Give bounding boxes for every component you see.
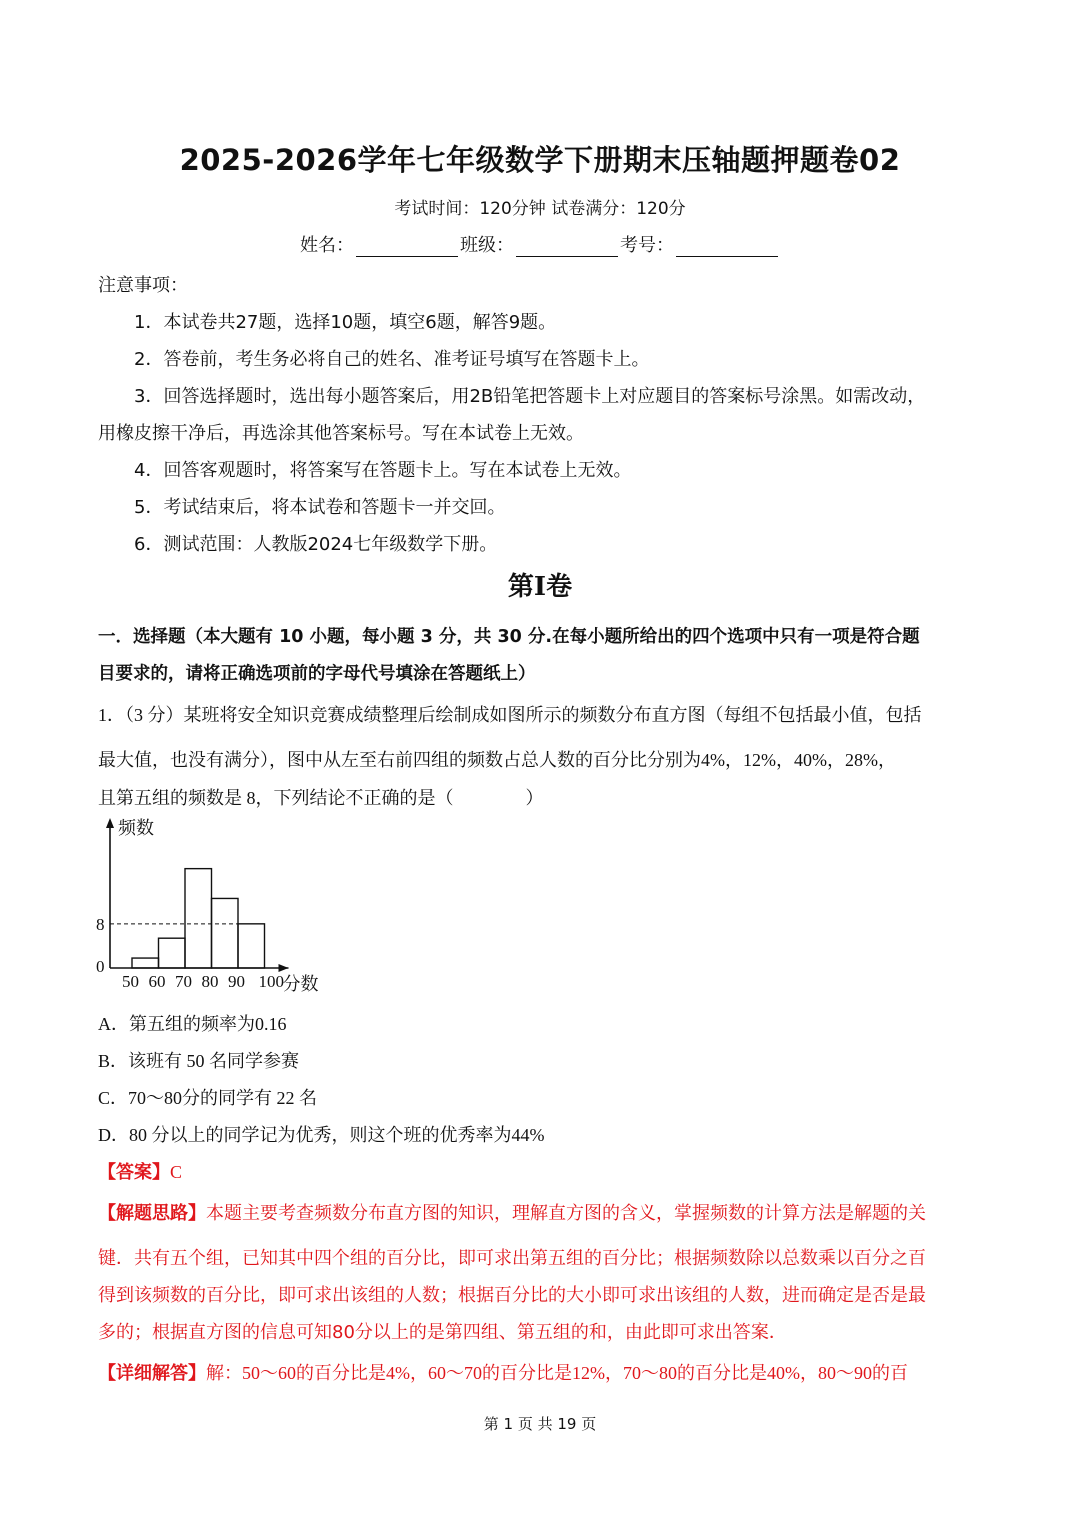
notice-item-1: 1．本试卷共27题，选择10题，填空6题，解答9题。 (134, 312, 557, 333)
exam-no-label: 考号： (620, 235, 674, 256)
y-axis-label: 频数 (118, 818, 154, 839)
histogram-bar (238, 924, 265, 968)
exam-subtitle: 考试时间：120分钟 试卷满分：120分 (394, 199, 686, 219)
histogram-chart (90, 812, 350, 1006)
histogram-bar (212, 898, 239, 968)
page-title: 2025-2026学年七年级数学下册期末压轴题押题卷02 (179, 143, 901, 177)
y-tick-label: 8 (96, 914, 105, 934)
notice-item-4: 4．回答客观题时，将答案写在答题卡上。写在本试卷上无效。 (134, 460, 632, 481)
answer-value: C (170, 1162, 183, 1182)
question-1-stem-cont: 最大值，也没有满分），图中从左至右前四组的频数占总人数的百分比分别为4%，12%，40%，28%， (98, 750, 896, 770)
option-d[interactable]: D．80 分以上的同学记为优秀，则这个班的优秀率为44% (98, 1125, 545, 1145)
x-tick-label: 70 (175, 972, 192, 991)
idea-line-3: 得到该频数的百分比，即可求出该组的人数；根据百分比的大小即可求出该组的人数，进而确定是否是最 (98, 1285, 926, 1306)
idea-line-1 (98, 1199, 926, 1225)
idea-text-1: 本题主要考查频数分布直方图的知识，理解直方图的含义，掌握频数的计算方法是解题的关 (206, 1203, 926, 1224)
page-footer: 第 1 页 共 19 页 (483, 1415, 597, 1433)
notice-item-6: 6．测试范围：人教版2024七年级数学下册。 (134, 534, 498, 555)
x-tick-label: 50 (122, 972, 139, 991)
question-1-stem-end: 且第五组的频数是 8，下列结论不正确的是（ ） (98, 788, 544, 808)
detail-line (98, 1359, 908, 1385)
name-blank[interactable] (356, 238, 458, 257)
notice-item-3: 3．回答选择题时，选出每小题答案后，用2B铅笔把答题卡上对应题目的答案标号涂黑。如需改动， (134, 386, 926, 407)
x-tick-label: 100 (258, 972, 284, 991)
name-label: 姓名： (300, 235, 354, 256)
x-tick-label: 90 (228, 972, 245, 991)
class-label: 班级： (460, 235, 514, 256)
detail-label: 【详细解答】 (98, 1363, 206, 1384)
answer-line (98, 1158, 182, 1184)
question-1-stem: 1．（3 分）某班将安全知识竞赛成绩整理后绘制成如图所示的频数分布直方图（每组不包括最小值，包括 (98, 705, 922, 725)
x-tick-label: 80 (201, 972, 219, 991)
notice-item-2: 2．答卷前，考生务必将自己的姓名、准考证号填写在答题卡上。 (134, 349, 650, 370)
notice-heading: 注意事项： (98, 275, 188, 296)
idea-line-2: 键．共有五个组，已知其中四个组的百分比，即可求出第五组的百分比；根据频数除以总数乘以百分之百 (98, 1248, 926, 1269)
option-b[interactable]: B．该班有 50 名同学参赛 (98, 1051, 300, 1071)
exam-no-blank[interactable] (676, 238, 778, 257)
histogram-bar (185, 869, 212, 968)
answer-label: 【答案】 (98, 1162, 170, 1183)
part1-instructions: 一．选择题（本大题有 10 小题，每小题 3 分，共 30 分.在每小题所给出的四个选项中只有一项是符合题 (98, 627, 920, 647)
histogram-bar (132, 958, 159, 968)
student-info-line (0, 231, 1080, 257)
idea-label: 【解题思路】 (98, 1203, 206, 1224)
histogram-bar (159, 938, 186, 968)
histogram-svg (90, 812, 350, 1002)
section-title: 第I卷 (507, 572, 573, 602)
class-blank[interactable] (516, 238, 618, 257)
option-a[interactable]: A．第五组的频率为0.16 (98, 1014, 287, 1034)
idea-line-4: 多的；根据直方图的信息可知80分以上的是第四组、第五组的和，由此即可求出答案． (98, 1322, 787, 1343)
y-axis-arrow (106, 818, 114, 828)
option-c[interactable]: C．70～80分的同学有 22 名 (98, 1088, 318, 1108)
x-axis-arrow (279, 964, 289, 972)
x-tick-label: 60 (148, 972, 166, 991)
notice-item-3-cont: 用橡皮擦干净后，再选涂其他答案标号。写在本试卷上无效。 (98, 423, 584, 444)
y-tick-label: 0 (96, 957, 105, 976)
notice-item-5: 5．考试结束后，将本试卷和答题卡一并交回。 (134, 497, 506, 518)
detail-text: 解：50～60的百分比是4%，60～70的百分比是12%，70～80的百分比是40%，80～90的百 (206, 1363, 908, 1383)
part1-instructions-cont: 目要求的，请将正确选项前的字母代号填涂在答题纸上） (98, 664, 536, 684)
x-axis-label: 分数 (282, 974, 319, 995)
